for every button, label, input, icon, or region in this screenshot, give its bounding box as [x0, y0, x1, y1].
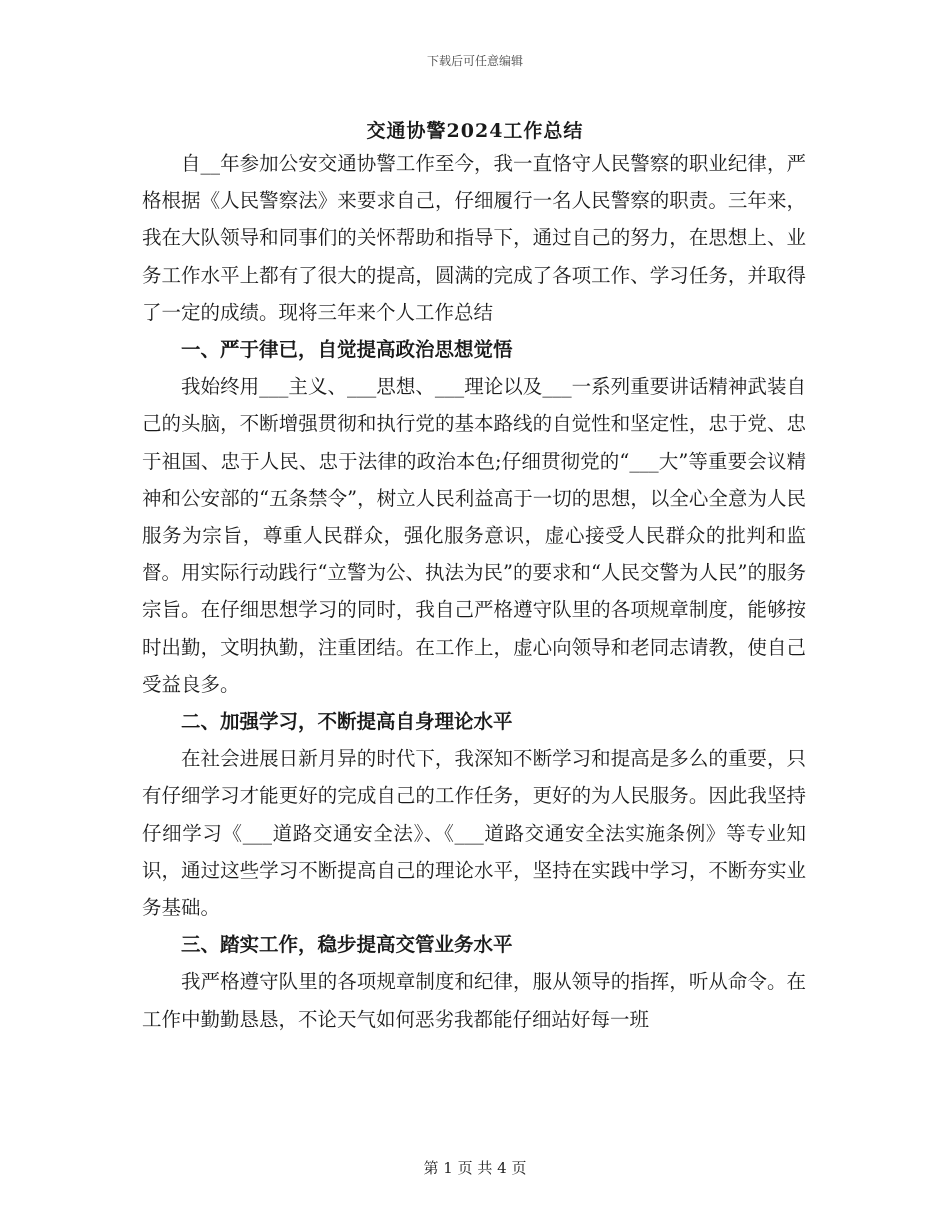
section-body-2: 在社会进展日新月异的时代下，我深知不断学习和提高是多么的重要，只有仔细学习才能更好的完成自己的工作任务，更好的为人民服务。因此我坚持仔细学习《___道路交通安全法》、《___道路交通安全法实施条例》等专业知识，通过这些学习不断提高自己的理论水平，坚持在实践中学习，不断夯实业务基础。 — [142, 747, 806, 920]
section-heading-1: 一、严于律已，自觉提高政治思想觉悟 — [181, 338, 513, 362]
page-header-note: 下载后可任意编辑 — [426, 54, 523, 68]
page-number: 第 1 页 共 4 页 — [423, 1159, 527, 1177]
section-body-3: 我严格遵守队里的各项规章制度和纪律，服从领导的指挥，听从命令。在工作中勤勤恳恳，不论天气如何恶劣我都能仔细站好每一班 — [142, 970, 806, 1031]
section-body-1: 我始终用___主义、___思想、___理论以及___一系列重要讲话精神武装自己的头脑，不断增强贯彻和执行党的基本路线的自觉性和坚定性，忠于党、忠于祖国、忠于人民、忠于法律的政治本色;仔细贯彻党的“___大”等重要会议精神和公安部的“五条禁令”，树立人民利益高于一切的思想，以全心全意为人民服务为宗旨，尊重人民群众，强化服务意识，虚心接受人民群众的批判和监督。用实际行动践行“立警为公、执法为民”的要求和“人民交警为人民”的服务宗旨。在仔细思想学习的同时，我自己严格遵守队里的各项规章制度，能够按时出勤，文明执勤，注重团结。在工作上，虚心向领导和老同志请教，使自己受益良多。 — [142, 375, 806, 696]
section-heading-2: 二、加强学习，不断提高自身理论水平 — [181, 710, 513, 734]
document-title: 交通协警2024工作总结 — [366, 120, 584, 142]
document-body — [142, 145, 806, 1038]
section-heading-3: 三、踏实工作，稳步提高交管业务水平 — [181, 933, 513, 957]
intro-paragraph: 自__年参加公安交通协警工作至今，我一直恪守人民警察的职业纪律，严格根据《人民警察法》来要求自己，仔细履行一名人民警察的职责。三年来，我在大队领导和同事们的关怀帮助和指导下，通过自己的努力，在思想上、业务工作水平上都有了很大的提高，圆满的完成了各项工作、学习任务，并取得了一定的成绩。现将三年来个人工作总结 — [142, 152, 806, 324]
